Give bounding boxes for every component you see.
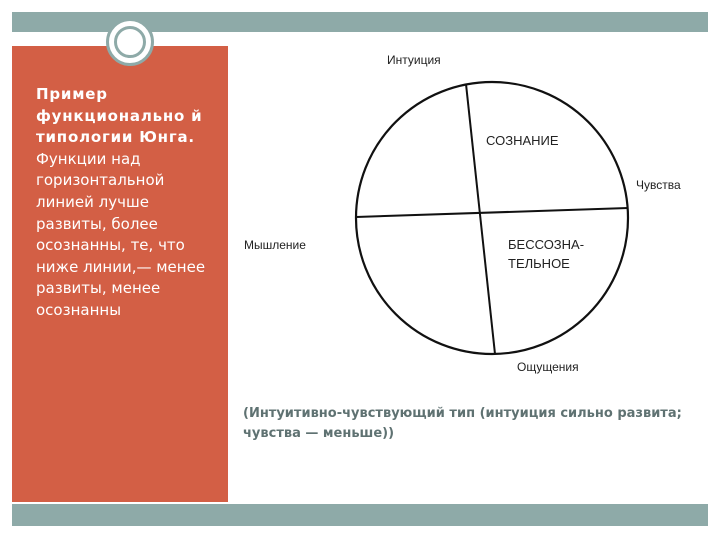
sidebar-body: Функции над горизонтальной линией лучше развиты, более осознанны, те, что ниже линии,— менее развиты, менее осознанны	[36, 149, 206, 319]
diagram-circle	[356, 82, 628, 354]
horizontal-axis	[356, 208, 628, 217]
region-unconscious-line1: БЕССОЗНА-	[508, 237, 585, 252]
region-conscious: СОЗНАНИЕ	[486, 133, 559, 148]
label-thinking: Мышление	[244, 238, 306, 252]
label-feeling: Чувства	[636, 178, 681, 192]
sidebar-text	[36, 84, 222, 322]
diagram-caption: (Интуитивно-чувствующий тип (интуиция сильно развита; чувства — меньше))	[243, 406, 682, 441]
vertical-axis	[466, 84, 495, 354]
jung-function-diagram	[236, 46, 706, 386]
label-sensation: Ощущения	[517, 360, 579, 374]
sidebar-title: Пример функционально й типологии Юнга.	[36, 85, 203, 147]
label-intuition: Интуиция	[387, 53, 441, 67]
bottom-decorative-bar	[12, 504, 708, 526]
circle-ornament-icon	[106, 18, 154, 66]
region-unconscious-line2: ТЕЛЬНОЕ	[508, 256, 570, 271]
circle-ornament-inner	[114, 26, 146, 58]
